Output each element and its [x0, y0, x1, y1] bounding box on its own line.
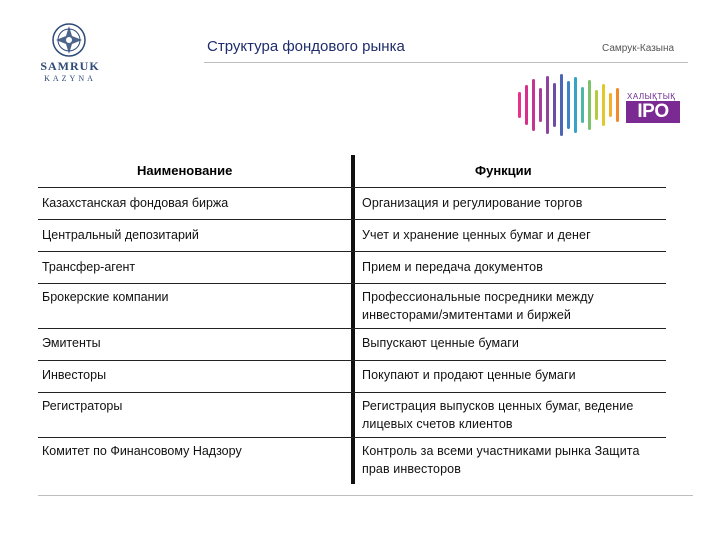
table-row-function: Выпускают ценные бумаги: [362, 336, 520, 350]
table-row-function: Покупают и продают ценные бумаги: [362, 368, 576, 382]
ipo-bar-mark: [609, 93, 612, 117]
ipo-bar-mark: [525, 85, 528, 125]
table-row-name: Регистраторы: [42, 399, 123, 413]
ipo-bar-mark: [616, 88, 619, 122]
ipo-bar-mark: [518, 92, 521, 118]
row-divider: [38, 392, 666, 393]
ipo-bar-mark: [574, 77, 577, 133]
table-row-function: Регистрация выпусков ценных бумаг, ведение лицевых счетов клиентов: [362, 399, 634, 431]
table-row-function: Профессиональные посредники между инвесторами/эмитентами и биржей: [362, 290, 594, 322]
footer-divider: [38, 495, 693, 496]
row-divider: [38, 283, 666, 284]
column-header-functions: Функции: [475, 163, 532, 178]
table-row-name: Казахстанская фондовая биржа: [42, 196, 229, 210]
ipo-bar-mark: [595, 90, 598, 120]
row-divider: [38, 219, 666, 220]
column-header-name: Наименование: [137, 163, 233, 178]
table-row-name: Инвесторы: [42, 368, 107, 382]
table-row-name: Трансфер-агент: [42, 260, 136, 274]
ipo-bar-mark: [532, 79, 535, 131]
ipo-bar-mark: [546, 76, 549, 134]
table-row-name: Комитет по Финансовому Надзору: [42, 444, 242, 458]
table-row-function: Контроль за всеми участниками рынка Защита прав инвесторов: [362, 444, 640, 476]
logo-subword: KAZYNA: [44, 74, 96, 83]
logo-word: SAMRUK: [40, 59, 100, 73]
ipo-small-label: ХАЛЫҚТЫҚ: [627, 92, 676, 101]
ipo-bar-mark: [602, 84, 605, 126]
row-divider: [38, 328, 666, 329]
column-divider: [351, 155, 355, 484]
title-divider: [204, 62, 688, 63]
table-row-name: Брокерские компании: [42, 290, 169, 304]
ipo-bar-mark: [567, 81, 570, 129]
company-name: Самрук-Казына: [602, 43, 675, 54]
table-row-function: Учет и хранение ценных бумаг и денег: [362, 228, 591, 242]
ipo-bars-icon: [514, 70, 624, 140]
people-ipo-logo: [514, 70, 690, 140]
ipo-bar-mark: [560, 74, 563, 136]
table-row-function: Прием и передача документов: [362, 260, 543, 274]
table-row-name: Эмитенты: [42, 336, 101, 350]
ipo-bar-mark: [581, 87, 584, 123]
table-row-function: Организация и регулирование торгов: [362, 196, 583, 210]
page-title: Структура фондового рынка: [207, 38, 405, 55]
emblem-icon: [50, 22, 88, 58]
table-row-name: Центральный депозитарий: [42, 228, 199, 242]
samruk-kazyna-logo: [38, 22, 102, 84]
ipo-bar-mark: [588, 80, 591, 130]
ipo-bar-mark: [539, 88, 542, 122]
ipo-bar-mark: [553, 83, 556, 127]
ipo-big-label: IPO: [626, 101, 680, 123]
row-divider: [38, 251, 666, 252]
row-divider: [38, 437, 666, 438]
row-divider: [38, 360, 666, 361]
row-divider: [38, 187, 666, 188]
